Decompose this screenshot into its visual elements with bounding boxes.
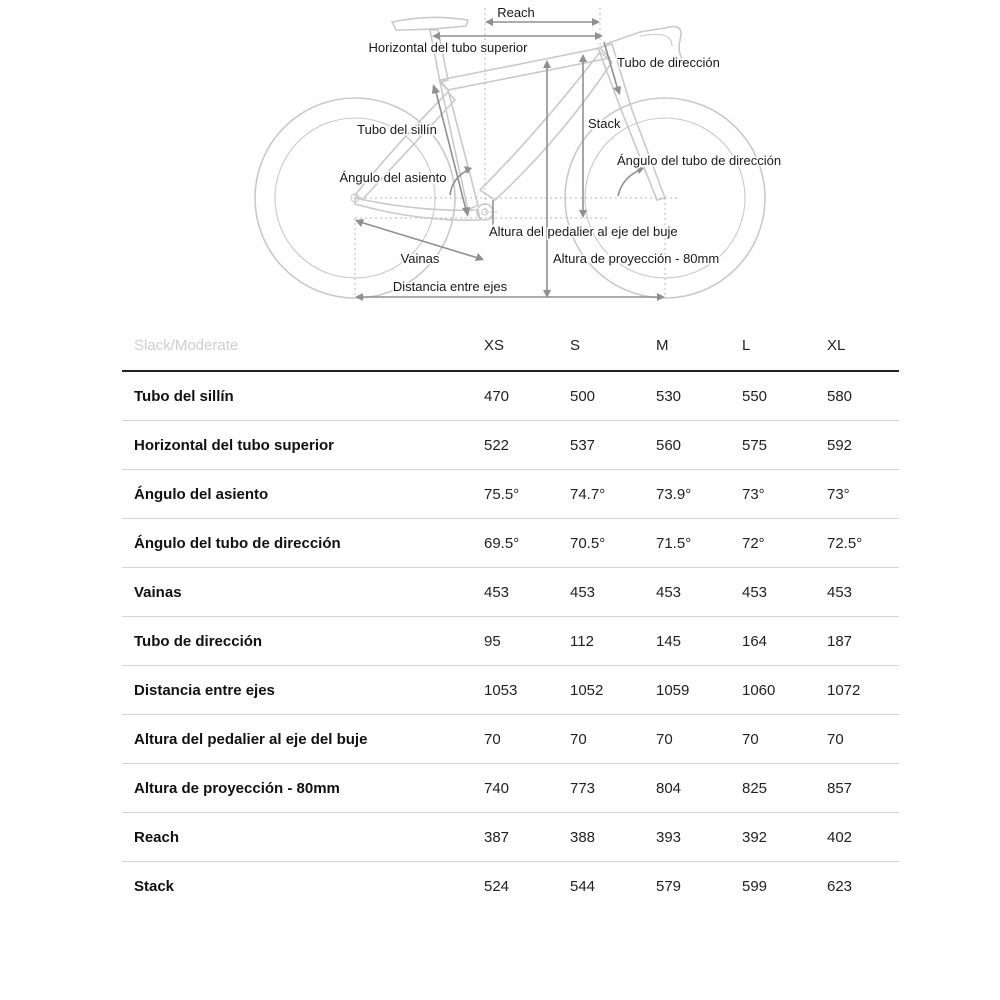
table-cell: 145 <box>644 617 730 666</box>
row-label: Distancia entre ejes <box>122 666 472 715</box>
row-label: Tubo del sillín <box>122 371 472 421</box>
table-cell: 453 <box>730 568 815 617</box>
table-row <box>122 371 899 421</box>
size-header: L <box>730 320 815 371</box>
size-header: S <box>558 320 644 371</box>
table-cell: 453 <box>815 568 899 617</box>
row-label: Tubo de dirección <box>122 617 472 666</box>
table-cell: 579 <box>656 877 682 895</box>
table-cell: 740 <box>472 764 558 813</box>
table-cell: 1059 <box>644 666 730 715</box>
table-cell: 164 <box>730 617 815 666</box>
table-row <box>122 470 899 519</box>
table-cell: 599 <box>742 877 768 895</box>
label-wheelbase: Distancia entre ejes <box>392 279 508 294</box>
row-label: Altura del pedalier al eje del buje <box>122 715 472 764</box>
table-cell: 857 <box>815 764 899 813</box>
table-cell: 71.5° <box>644 519 730 568</box>
size-header: XS <box>472 320 558 371</box>
table-cell: 72° <box>730 519 815 568</box>
table-cell: 73.9° <box>644 470 730 519</box>
table-cell: 825 <box>730 764 815 813</box>
table-cell: 75.5° <box>472 470 558 519</box>
table-cell: 470 <box>472 371 558 421</box>
table-cell: 402 <box>815 813 899 862</box>
table-cell: 70 <box>730 715 815 764</box>
row-label: Reach <box>122 813 472 862</box>
table-row <box>122 617 899 666</box>
row-label: Ángulo del asiento <box>122 470 472 519</box>
table-cell: 1060 <box>730 666 815 715</box>
label-seat-angle: Ángulo del asiento <box>339 170 447 185</box>
label-top-tube: Horizontal del tubo superior <box>368 40 528 55</box>
table-cell: 550 <box>730 371 815 421</box>
table-cell: 623 <box>827 877 853 895</box>
table-cell: 530 <box>644 371 730 421</box>
table-cell: 69.5° <box>472 519 558 568</box>
size-header: M <box>644 320 730 371</box>
table-cell: 70 <box>472 715 558 764</box>
table-cell: 70.5° <box>558 519 644 568</box>
table-row <box>122 666 899 715</box>
table-cell: 1072 <box>815 666 899 715</box>
table-row <box>122 813 899 862</box>
table-row <box>122 764 899 813</box>
table-row <box>122 862 899 911</box>
table-cell: 580 <box>815 371 899 421</box>
diagram-labels <box>340 5 782 294</box>
label-bb-drop: Altura del pedalier al eje del buje <box>489 224 678 239</box>
table-cell: 74.7° <box>558 470 644 519</box>
table-cell: 393 <box>644 813 730 862</box>
table-cell: 592 <box>815 421 899 470</box>
table-cell: 560 <box>644 421 730 470</box>
table-cell: 773 <box>558 764 644 813</box>
table-cell: 388 <box>558 813 644 862</box>
table-cell: 70 <box>815 715 899 764</box>
row-label: Altura de proyección - 80mm <box>122 764 472 813</box>
row-label: Horizontal del tubo superior <box>122 421 472 470</box>
table-cell: 522 <box>472 421 558 470</box>
table-cell: 73° <box>815 470 899 519</box>
table-row <box>122 568 899 617</box>
table-cell: 187 <box>815 617 899 666</box>
row-label: Vainas <box>122 568 472 617</box>
table-cell: 387 <box>472 813 558 862</box>
table-cell: 453 <box>644 568 730 617</box>
label-stack: Stack <box>588 116 621 131</box>
geometry-table <box>122 320 899 910</box>
table-header-row <box>122 320 899 371</box>
size-header: XL <box>815 320 899 371</box>
table-cell: 524 <box>484 877 510 895</box>
bike-geometry-diagram <box>0 0 1000 310</box>
label-head-angle: Ángulo del tubo de dirección <box>617 153 782 168</box>
row-label: Stack <box>134 877 175 895</box>
table-cell: 95 <box>472 617 558 666</box>
table-cell: 112 <box>558 617 644 666</box>
corner-label: Slack/Moderate <box>122 320 472 371</box>
label-head-tube: Tubo de dirección <box>617 55 720 70</box>
table-cell: 1052 <box>558 666 644 715</box>
table-row <box>122 519 899 568</box>
table-row <box>122 421 899 470</box>
label-seat-tube: Tubo del sillín <box>357 122 437 137</box>
label-reach: Reach <box>497 5 535 20</box>
table-cell: 70 <box>644 715 730 764</box>
row-label: Ángulo del tubo de dirección <box>122 519 472 568</box>
table-cell: 73° <box>730 470 815 519</box>
table-cell: 1053 <box>472 666 558 715</box>
table-cell: 72.5° <box>815 519 899 568</box>
table-cell: 575 <box>730 421 815 470</box>
table-row <box>122 715 899 764</box>
table-cell: 392 <box>730 813 815 862</box>
label-chainstays: Vainas <box>400 251 440 266</box>
table-cell: 70 <box>558 715 644 764</box>
table-cell: 537 <box>558 421 644 470</box>
table-cell: 453 <box>472 568 558 617</box>
table-cell: 544 <box>570 877 596 895</box>
table-cell: 500 <box>558 371 644 421</box>
table-cell: 453 <box>558 568 644 617</box>
table-cell: 804 <box>644 764 730 813</box>
label-standover: Altura de proyección - 80mm <box>553 251 720 266</box>
